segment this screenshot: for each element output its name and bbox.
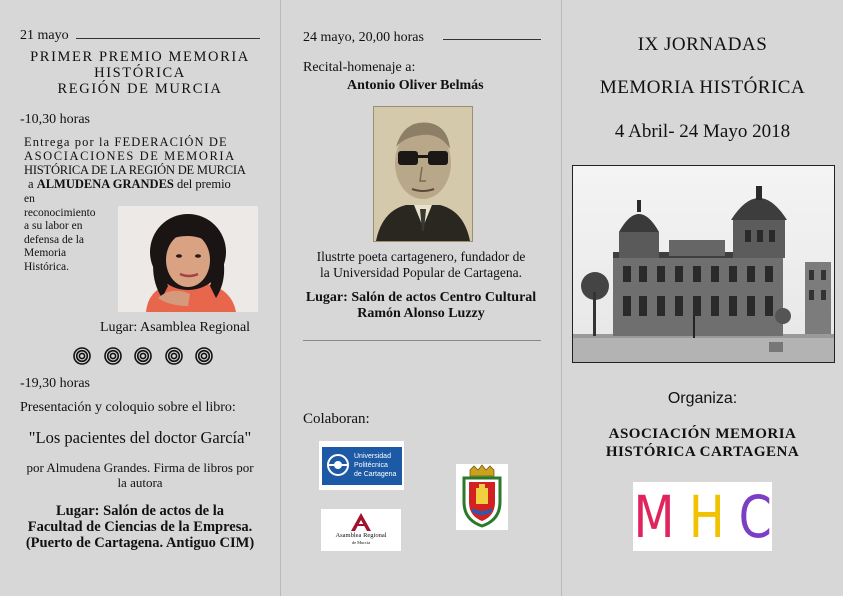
place-line: Lugar: Salón de actos Centro Cultural: [305, 290, 537, 305]
mhc-letter-m: M: [633, 482, 675, 551]
recital-text: Recital-homenaje a:: [303, 60, 416, 75]
place-line: (Puerto de Cartagena. Antiguo CIM): [25, 535, 255, 551]
poet-name: Antonio Oliver Belmás: [347, 78, 484, 93]
spiral-icon: [134, 347, 152, 365]
divider: [443, 39, 541, 40]
award-title-line: HISTÓRICA: [94, 65, 186, 81]
award-title: [14, 49, 266, 97]
panel-cover: [562, 0, 843, 596]
asamblea-emblem-icon: [349, 512, 373, 532]
place-centro-cultural: [281, 290, 561, 322]
presentation-text: Presentación y coloquio sobre el libro:: [20, 400, 236, 415]
awardee-name: ALMUDENA GRANDES: [36, 177, 174, 191]
divider: [303, 340, 541, 341]
organiza-label: Organiza:: [667, 390, 738, 407]
event-time: -10,30 horas: [20, 112, 90, 127]
place-line: Ramón Alonso Luzzy: [357, 306, 485, 321]
award-a: a: [28, 177, 34, 191]
award-description: [24, 135, 264, 191]
recognition-line: reconocimiento: [24, 206, 96, 219]
upct-name: [354, 452, 396, 479]
recognition-line: Histórica.: [24, 260, 70, 273]
upct-line: Politécnica: [354, 462, 388, 469]
author-photo: [118, 206, 258, 312]
upct-logo: [319, 441, 404, 490]
cover-subtitle: MEMORIA HISTÓRICA: [599, 77, 806, 98]
award-text-line: HISTÓRICA DE LA REGIÓN DE MURCIA: [24, 163, 246, 177]
upct-emblem-icon: [326, 453, 350, 477]
description-line: la Universidad Popular de Cartagena.: [319, 264, 523, 280]
upct-line: Universidad: [354, 453, 391, 460]
upct-line: de Cartagena: [354, 471, 397, 478]
collaborate-label: Colaboran:: [303, 411, 370, 427]
spiral-icon: [104, 347, 122, 365]
description-line: Ilustrte poeta cartagenero, fundador de: [316, 249, 526, 264]
place-facultad: [0, 503, 280, 551]
award-text-line: [24, 177, 264, 191]
author-line: por Almudena Grandes. Firma de libros por: [26, 460, 254, 475]
event-date: 24 mayo, 20,00 horas: [303, 30, 424, 45]
poet-description: [281, 249, 561, 280]
panel-left: [0, 0, 280, 596]
place-line: Facultad de Ciencias de la Empresa.: [27, 519, 253, 535]
organizer-line: HISTÓRICA CARTAGENA: [605, 444, 800, 460]
award-text-line: Entrega por la FEDERACIÓN DE: [24, 135, 228, 149]
book-title: "Los pacientes del doctor García": [28, 428, 252, 447]
upct-logo-bg: [322, 447, 402, 485]
cartagena-coat-of-arms: [456, 464, 508, 530]
recognition-line: a su labor en: [24, 220, 83, 232]
place-line: Lugar: Salón de actos de la: [56, 503, 224, 519]
coat-of-arms-icon: [456, 464, 508, 530]
cover-title: IX JORNADAS: [637, 34, 768, 55]
asamblea-name: [321, 532, 401, 546]
recognition-text: [24, 193, 96, 274]
cover-dates: 4 Abril- 24 Mayo 2018: [614, 121, 791, 142]
mhc-letter-c: C: [738, 482, 772, 551]
divider: [76, 38, 260, 39]
organizer-line: ASOCIACIÓN MEMORIA: [608, 426, 797, 442]
award-text-line: ASOCIACIONES DE MEMORIA: [24, 149, 236, 163]
spiral-icon: [165, 347, 183, 365]
mhc-letter-h: H: [689, 482, 726, 551]
award-rest: del premio: [176, 177, 231, 191]
asamblea-line: de Murcia: [351, 540, 371, 545]
asamblea-line: Asamblea Regional: [335, 532, 387, 539]
award-title-line: REGIÓN DE MURCIA: [57, 81, 223, 97]
event-date: 21 mayo: [20, 28, 69, 43]
poet-photo: [373, 106, 473, 242]
book-author: [0, 460, 280, 490]
city-hall-photo: [572, 165, 835, 363]
spiral-icon: [73, 347, 91, 365]
mhc-logo: [633, 482, 772, 551]
spiral-ornaments: [73, 347, 213, 367]
award-title-line: PRIMER PREMIO MEMORIA: [30, 49, 250, 65]
spiral-icon: [195, 347, 213, 365]
organizer-name: [562, 425, 843, 461]
place-asamblea: Lugar: Asamblea Regional: [100, 320, 251, 335]
panel-middle: [281, 0, 561, 596]
recognition-line: defensa de la: [24, 233, 85, 246]
author-line: la autora: [117, 475, 163, 490]
asamblea-regional-logo: [321, 509, 401, 551]
recognition-line: en: [24, 193, 35, 205]
recognition-line: Memoria: [24, 247, 67, 259]
event-time: -19,30 horas: [20, 376, 90, 391]
